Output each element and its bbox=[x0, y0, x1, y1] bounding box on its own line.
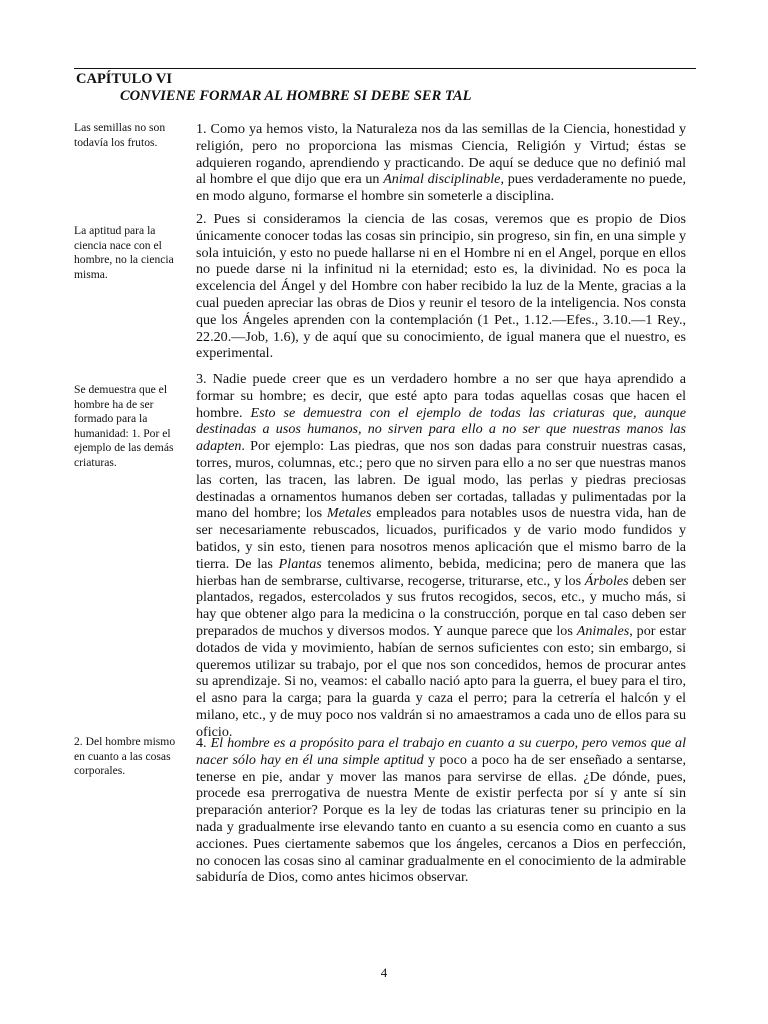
italic-text: Metales bbox=[326, 505, 372, 522]
text-run: , por estar dotados de vida y movimiento, habían de sernos suficientes con esto; sin embargo, si queremos utilizar su trabajo, por el que nos son concedidos, hemos de procurar antes su aprendizaje. Si no, veamos: el caballo nació apto para la guerra, el buey para el tiro, el asno para la carga; para la guarda y caza el perro; para la cetrería el halcón y el milano, etc., y de muy poco nos valdrán si no amaestramos a cada uno de ellos para su oficio. bbox=[196, 622, 686, 740]
italic-text: El hombre es a propósito para el trabajo en cuanto a su cuerpo, pero vemos que al nacer sólo hay en él una simple aptitud bbox=[196, 735, 687, 768]
paragraph-2 bbox=[196, 211, 686, 362]
top-rule bbox=[74, 68, 696, 69]
text-run: empleados para notables usos de nuestra vida, han de ser necesariamente rebuscados, licuados, purificados y de vario modo fundidos y batidos, y sin esto, tienen para nosotros menos aplicación que el mismo barro de la tierra. De las bbox=[196, 505, 686, 572]
text-run: y poco a poco ha de ser enseñado a sentarse, tenerse en pie, andar y mover las manos para servirse de ellas. ¿De dónde, pues, procede esa prerrogativa de nuestra Mente de existir perfecta por sí y ante sí sin preparación anterior? Porque es la ley de todas las criaturas tener su principio en la nada y gradualmente irse elevando tanto en cuanto a su esencia como en cuanto a sus acciones. Pues ciertamente sabemos que los ángeles, cercanos a Dios en perfección, no conocen las cosas sino al caminar gradualmente en el conocimiento de la admirable sabiduría de Dios, como antes hicimos observar. bbox=[196, 751, 686, 886]
text-run: , pues verdaderamente no puede, en modo alguno, formarse el hombre sin someterle a disciplina. bbox=[196, 171, 686, 205]
text-run: . Por ejemplo: Las piedras, que nos son dadas para construir nuestras casas, torres, muros, columnas, etc.; pero que no sirven para ello a no ser que nuestras manos las corten, las tracen, las labren. De igual modo, las perlas y piedras preciosas destinadas a ornamentos humanos deben ser cortadas, talladas y pulimentadas por la mano del hombre; los bbox=[196, 438, 686, 522]
text-run: tenemos alimento, bebida, medicina; pero de manera que las hierbas han de sembrarse, cultivarse, recogerse, triturarse, etc., y los bbox=[196, 555, 686, 589]
text-run: 3. Nadie puede creer que es un verdadero hombre a no ser que haya aprendido a formar su hombre; es decir, que esté apto para todas aquellas cosas que hacen el hombre. bbox=[196, 371, 686, 421]
sidenote-3: Se demuestra que el hombre ha de ser formado para la humanidad: 1. Por el ejemplo de las demás criaturas. bbox=[74, 383, 174, 469]
text-run: 2. Pues si consideramos la ciencia de las cosas, veremos que es propio de Dios únicamente conocer todas las cosas sin principio, sin progreso, sin fin, en una simple y sola intuición, y esto no puede hallarse ni en el Hombre ni en el Angel, porque en ellos no puede darse ni la infinitud ni la eternidad; esto es, la divinidad. No es poca la excelencia del Ángel y del Hombre con haber recibido la luz de la Mente, gracias a la cual pueden apreciar las obras de Dios y reunir el tesoro de la inteligencia. Nos consta que los Ángeles aprenden con la contemplación (1 Pet., 1.12.—Efes., 3.10.—1 Rey., 22.20.—Job, 1.6), y de aquí que su conocimiento, de igual manera que el nuestro, es experimental. bbox=[196, 211, 686, 362]
text-run: 1. Como ya hemos visto, la Naturaleza nos da las semillas de la Ciencia, honestidad y religión, pero no proporciona las mismas Ciencia, Religión y Virtud; éstas se adquieren rogando, aprendiendo y practicando. De aquí se deduce que no definió mal al hombre el que dijo que era un bbox=[196, 121, 686, 188]
paragraph-1 bbox=[196, 121, 686, 205]
italic-text: Esto se demuestra con el ejemplo de todas las criaturas que, aunque destinadas a usos humanos, no sirven para ello a no ser que nuestras manos las adapten bbox=[196, 404, 686, 455]
chapter-subtitle: CONVIENE FORMAR AL HOMBRE SI DEBE SER TAL bbox=[120, 88, 472, 104]
chapter-heading: CAPÍTULO VI bbox=[76, 71, 173, 87]
italic-text: Árboles bbox=[584, 572, 629, 589]
text-run: 4. bbox=[196, 735, 211, 751]
italic-text: Plantas bbox=[278, 555, 322, 572]
page-number: 4 bbox=[380, 965, 388, 980]
sidenote-2: La aptitud para la ciencia nace con el hombre, no la ciencia misma. bbox=[74, 224, 174, 281]
italic-text: Animales bbox=[576, 622, 630, 639]
sidenote-1: Las semillas no son todavía los frutos. bbox=[74, 121, 166, 149]
italic-text: Animal disciplinable bbox=[383, 171, 501, 188]
paragraph-4 bbox=[196, 735, 686, 886]
text-run: deben ser plantados, regados, estercolados y sus frutos recogidos, secos, etc., y mucho más, si hay que obtener algo para la medicina o la construcción, porque en tal caso deben ser preparados de muchos y diversos modos. Y aunque parece que los bbox=[196, 572, 686, 639]
paragraph-3 bbox=[196, 371, 686, 741]
sidenote-4: 2. Del hombre mismo en cuanto a las cosas corporales. bbox=[74, 735, 176, 777]
